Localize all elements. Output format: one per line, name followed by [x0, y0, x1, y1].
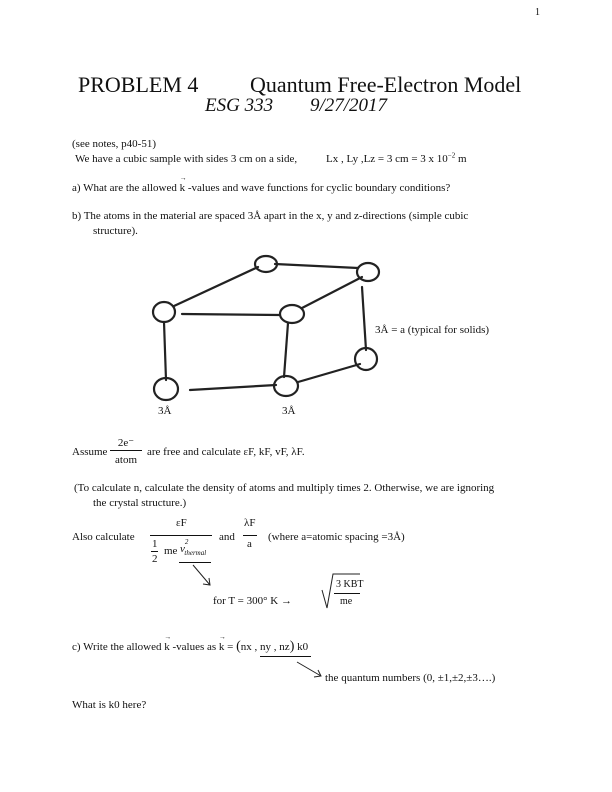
part-a: a) What are the allowed → k -values and wave functions for cyclic boundary conditions?: [72, 183, 450, 194]
notes-ref: (see notes, p40-51): [72, 138, 157, 150]
assume-text: are free and calculate εF, kF, vF, λF.: [147, 446, 305, 458]
atom-icon: [357, 263, 379, 281]
fraction-numerator: 2e⁻: [117, 437, 135, 449]
temperature-text: for T = 300° K →: [213, 595, 292, 607]
course: ESG 333: [205, 95, 274, 116]
spacing-label-mid: 3Å: [282, 405, 296, 417]
note-n-line2: the crystal structure.): [93, 497, 187, 509]
spacing-symbol: a: [247, 538, 252, 550]
also-calculate-label: Also calculate: [72, 531, 135, 543]
atom-icon: [355, 348, 377, 370]
question-k0: What is k0 here?: [72, 699, 147, 711]
quantum-number-tuple: nx , ny , nz: [240, 641, 290, 653]
part-c: c) Write the allowed → k -values as → k = (nx , ny , nz) k0: [72, 640, 308, 654]
note-n-line1: (To calculate n, calculate the density of atoms and multiply times 2. Otherwise, we are ignoring: [74, 482, 495, 494]
spacing-label-left: 3Å: [158, 405, 172, 417]
page-number: 1: [535, 7, 540, 18]
half-denominator: 2: [152, 553, 158, 565]
part-b-line2: structure).: [93, 225, 138, 237]
quantum-numbers-note: the quantum numbers (0, ±1,±2,±3….): [325, 672, 496, 684]
atom-icon: [274, 376, 298, 396]
dimensions: Lx , Ly ,Lz = 3 cm = 3 x $10^{-2}$ m: [326, 151, 467, 165]
lattice-constant-label: 3Å = a (typical for solids): [375, 324, 490, 336]
sqrt-numerator: 3 KBT: [336, 579, 364, 590]
atom-icon: [280, 305, 304, 323]
atom-icon: [153, 302, 175, 322]
electron-mass: me: [164, 545, 178, 557]
spacing-note: (where a=atomic spacing =3Å): [268, 531, 405, 543]
electrons-per-atom-fraction: [110, 436, 142, 466]
and-label: and: [219, 531, 235, 543]
fraction-denominator: atom: [115, 454, 137, 466]
atom-icon: [255, 256, 277, 272]
half-numerator: 1: [152, 538, 158, 550]
date: 9/27/2017: [310, 95, 388, 116]
page-title: Quantum Free-Electron Model: [250, 72, 522, 97]
atom-icon: [154, 378, 178, 400]
assume-label: Assume: [72, 446, 108, 458]
sample-text: We have a cubic sample with sides 3 cm on a side,: [75, 153, 298, 165]
fermi-wavelength-symbol: λF: [244, 517, 256, 529]
problem-label: PROBLEM 4: [78, 72, 199, 97]
fermi-energy-symbol: εF: [176, 517, 187, 529]
part-b-line1: b) The atoms in the material are spaced 3Å apart in the x, y and z-directions (simple cubic: [72, 210, 469, 222]
sqrt-denominator: me: [340, 596, 353, 607]
thermal-velocity: $v^2_{thermal}$: [180, 538, 207, 558]
